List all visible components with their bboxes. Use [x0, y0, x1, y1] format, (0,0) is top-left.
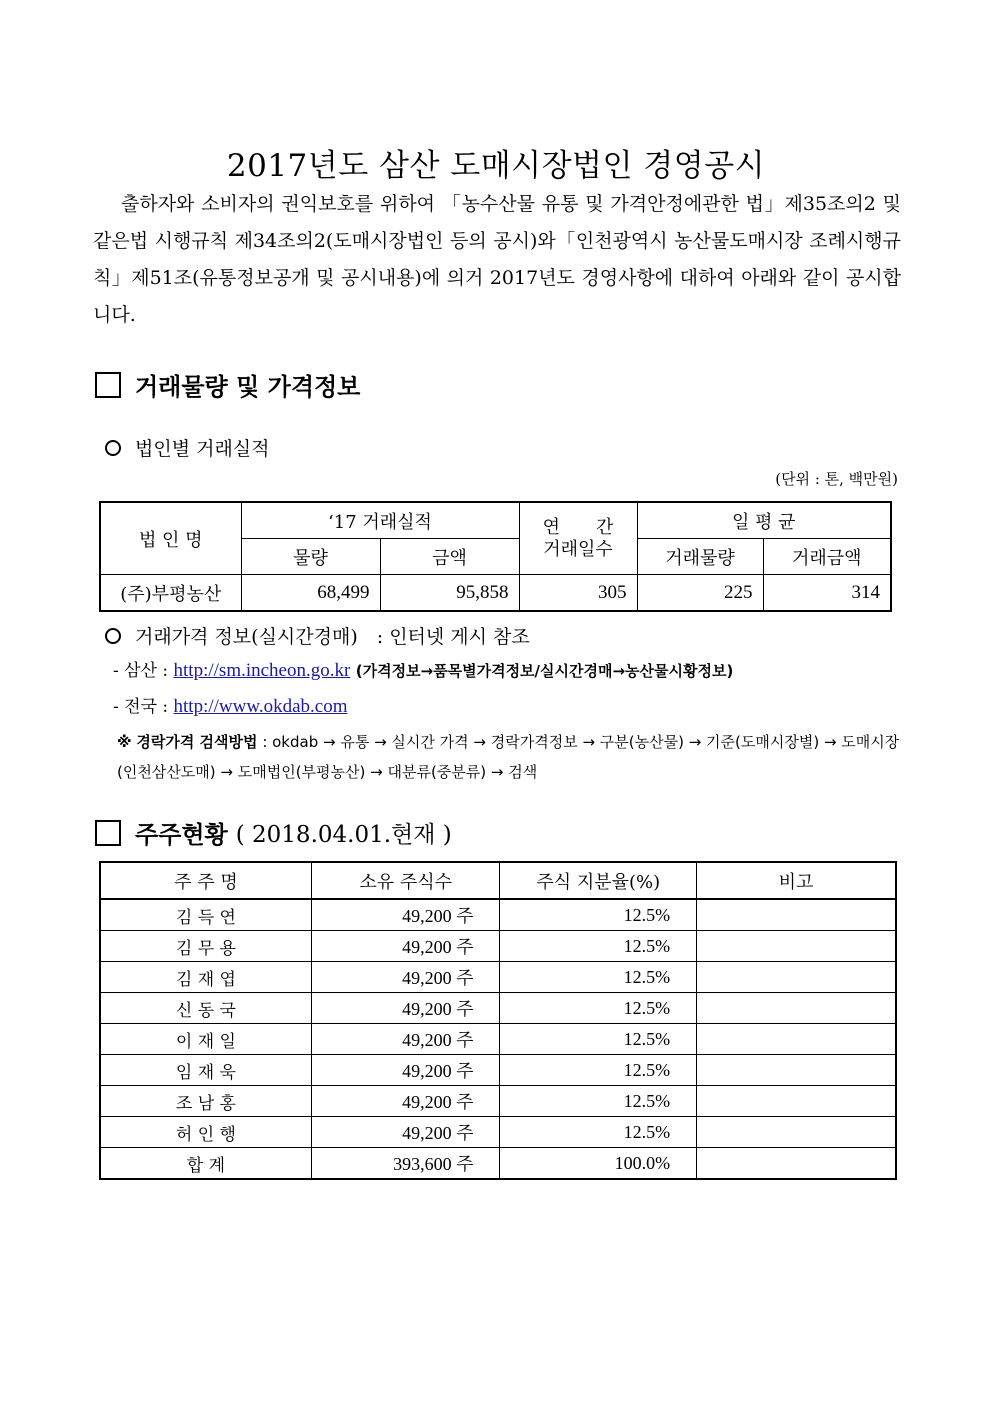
total-label: 합 계: [100, 1148, 311, 1180]
shares-owned: 49,200 주: [311, 962, 500, 993]
intro-paragraph: [93, 186, 901, 334]
samsan-link[interactable]: http://sm.incheon.go.kr: [173, 660, 351, 681]
table-row: [100, 962, 896, 993]
table-row: [100, 1055, 896, 1086]
trade-results-table: [99, 501, 892, 612]
shareholder-name: 김 득 연: [100, 899, 311, 931]
shares-owned: 49,200 주: [311, 1086, 500, 1117]
unit-note: (단위 : 톤, 백만원): [775, 470, 898, 488]
section-heading-date: ( 2018.04.01.현재 ): [235, 822, 452, 848]
section-heading-trade-label: 거래물량 및 가격정보: [135, 373, 361, 401]
national-link-line: [113, 692, 348, 718]
share-ratio: 12.5%: [500, 899, 697, 931]
subheading-price-info: [105, 622, 530, 649]
national-link[interactable]: http://www.okdab.com: [173, 696, 348, 717]
remarks: [697, 1055, 896, 1086]
shareholder-name: 김 무 용: [100, 931, 311, 962]
header-trade-results: ‘17 거래실적: [241, 502, 519, 539]
table-row: [100, 1086, 896, 1117]
checkbox-square-icon: [95, 820, 121, 846]
remarks: [697, 993, 896, 1024]
shareholder-name: 조 남 홍: [100, 1086, 311, 1117]
shares-owned: 49,200 주: [311, 899, 500, 931]
note-bold-label: 경락가격 검색방법: [136, 733, 258, 751]
remarks: [697, 1086, 896, 1117]
national-label: - 전국 :: [113, 697, 169, 717]
subheading-trade-results-label: 법인별 거래실적: [135, 438, 270, 460]
samsan-link-line: [113, 656, 733, 682]
header-shareholder-name: 주 주 명: [100, 862, 311, 899]
shareholder-name: 김 재 엽: [100, 962, 311, 993]
header-remarks: 비고: [697, 862, 896, 899]
shares-owned: 49,200 주: [311, 1024, 500, 1055]
share-ratio: 12.5%: [500, 962, 697, 993]
trading-days-cell: 305: [519, 575, 637, 612]
header-corp-name: 법 인 명: [100, 502, 241, 575]
section-heading-shareholders-label: 주주현황: [135, 821, 228, 849]
search-method-note: [117, 727, 907, 787]
header-avg-amount: 거래금액: [763, 539, 891, 575]
table-row: [100, 899, 896, 931]
shareholder-name: 임 재 욱: [100, 1055, 311, 1086]
shares-owned: 49,200 주: [311, 931, 500, 962]
amount-cell: 95,858: [380, 575, 519, 612]
table-row: [100, 1117, 896, 1148]
shareholders-table: [99, 861, 897, 1180]
section-heading-trade: [95, 367, 360, 402]
intro-text: 출하자와 소비자의 권익보호를 위하여 「농수산물 유통 및 가격안정에관한 법」제35조의2 및 같은법 시행규칙 제34조의2(도매시장법인 등의 공시)와「인천광역시 농산물도매시장 조례시행규칙」제51조(유통정보공개 및 공시내용)에 의거 2017년도 경영사항에 대하여 아래와 같이 공시합니다.: [93, 193, 901, 326]
circle-bullet-icon: [105, 440, 121, 456]
table-row: [100, 993, 896, 1024]
shareholder-name: 신 동 국: [100, 993, 311, 1024]
subheading-price-info-label: 거래가격 정보(실시간경매) : 인터넷 게시 참조: [135, 626, 530, 648]
total-row: [100, 1148, 896, 1180]
page-title: 2017년도 삼산 도매시장법인 경영공시: [226, 148, 766, 184]
header-trading-days: [519, 502, 637, 575]
header-amount: 금액: [380, 539, 519, 575]
remarks: [697, 962, 896, 993]
shares-owned: 49,200 주: [311, 993, 500, 1024]
subheading-trade-results: [105, 434, 270, 461]
note-text: : okdab → 유통 → 실시간 가격 → 경락가격정보 → 구분(농산물) → 기준(도매시장별) → 도매시장(인천삼산도매) → 도매법인(부평농산) → 대분류(중분류) → 검색: [117, 733, 900, 781]
share-ratio: 12.5%: [500, 1117, 697, 1148]
share-ratio: 12.5%: [500, 1024, 697, 1055]
total-remarks: [697, 1148, 896, 1180]
avg-quantity-cell: 225: [637, 575, 763, 612]
total-shares: 393,600 주: [311, 1148, 500, 1180]
remarks: [697, 1024, 896, 1055]
corp-name-cell: (주)부평농산: [100, 575, 241, 612]
remarks: [697, 931, 896, 962]
header-quantity: 물량: [241, 539, 380, 575]
checkbox-square-icon: [95, 372, 121, 398]
section-heading-shareholders: [95, 815, 452, 850]
shareholder-name: 허 인 행: [100, 1117, 311, 1148]
samsan-path: (가격정보→품목별가격정보/실시간경매→농산물시황정보): [355, 662, 734, 680]
header-trading-days-line1: 연 간: [542, 516, 614, 538]
total-ratio: 100.0%: [500, 1148, 697, 1180]
share-ratio: 12.5%: [500, 1086, 697, 1117]
note-mark: ※: [117, 733, 132, 751]
remarks: [697, 1117, 896, 1148]
header-share-ratio: 주식 지분율(%): [500, 862, 697, 899]
share-ratio: 12.5%: [500, 993, 697, 1024]
samsan-label: - 삼산 :: [113, 661, 169, 681]
share-ratio: 12.5%: [500, 931, 697, 962]
header-shares-owned: 소유 주식수: [311, 862, 500, 899]
table-row: [100, 931, 896, 962]
header-avg-quantity: 거래물량: [637, 539, 763, 575]
circle-bullet-icon: [105, 628, 121, 644]
header-trading-days-line2: 거래일수: [543, 538, 613, 560]
remarks: [697, 899, 896, 931]
avg-amount-cell: 314: [763, 575, 891, 612]
shares-owned: 49,200 주: [311, 1117, 500, 1148]
shareholder-name: 이 재 일: [100, 1024, 311, 1055]
header-daily-average: 일 평 균: [637, 502, 891, 539]
share-ratio: 12.5%: [500, 1055, 697, 1086]
quantity-cell: 68,499: [241, 575, 380, 612]
table-row: [100, 1024, 896, 1055]
shares-owned: 49,200 주: [311, 1055, 500, 1086]
table-row: [100, 575, 891, 612]
